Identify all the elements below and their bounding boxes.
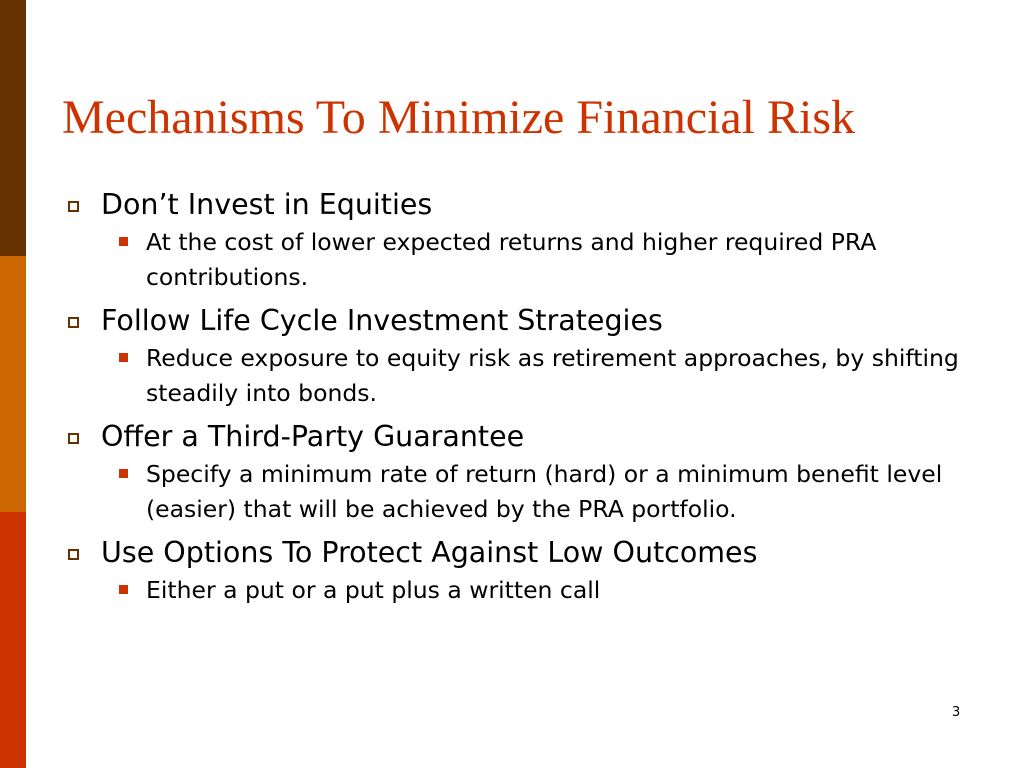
filled-square-bullet-icon [119, 353, 128, 362]
bullet-item [62, 302, 962, 410]
bullet-level-2 [62, 573, 962, 608]
hollow-square-bullet-icon [68, 549, 79, 560]
bullet-item [62, 418, 962, 526]
sub-bullet-text: Either a put or a put plus a written call [146, 576, 601, 604]
bullet-text: Follow Life Cycle Investment Strategies [101, 304, 663, 337]
bullet-level-2 [62, 225, 962, 294]
decorative-side-bar [0, 0, 26, 768]
bullet-level-1 [62, 186, 962, 224]
bullet-level-2 [62, 457, 962, 526]
hollow-square-bullet-icon [68, 433, 79, 444]
bullet-text: Offer a Third-Party Guarantee [101, 420, 525, 453]
filled-square-bullet-icon [119, 469, 128, 478]
filled-square-bullet-icon [119, 237, 128, 246]
slide-title: Mechanisms To Minimize Financial Risk [62, 91, 856, 144]
sub-bullet-text: Specify a minimum rate of return (hard) or a minimum benefit level (easier) that will be achieved by the PRA portfolio. [146, 460, 943, 523]
bullet-text: Don’t Invest in Equities [101, 188, 433, 221]
sub-bullet-text: At the cost of lower expected returns and higher required PRA contributions. [146, 228, 877, 291]
side-bar-segment-middle [0, 256, 26, 512]
bullet-item [62, 534, 962, 608]
sub-bullet-text: Reduce exposure to equity risk as retirement approaches, by shifting steadily into bonds. [146, 344, 959, 407]
bullet-text: Use Options To Protect Against Low Outcomes [101, 536, 758, 569]
bullet-item [62, 186, 962, 294]
hollow-square-bullet-icon [68, 317, 79, 328]
bullet-level-1 [62, 302, 962, 340]
side-bar-segment-bottom [0, 512, 26, 768]
bullet-level-2 [62, 341, 962, 410]
page-number: 3 [952, 705, 961, 720]
hollow-square-bullet-icon [68, 201, 79, 212]
bullet-level-1 [62, 534, 962, 572]
filled-square-bullet-icon [119, 585, 128, 594]
bullet-level-1 [62, 418, 962, 456]
bullet-list [62, 186, 962, 608]
side-bar-segment-top [0, 0, 26, 256]
